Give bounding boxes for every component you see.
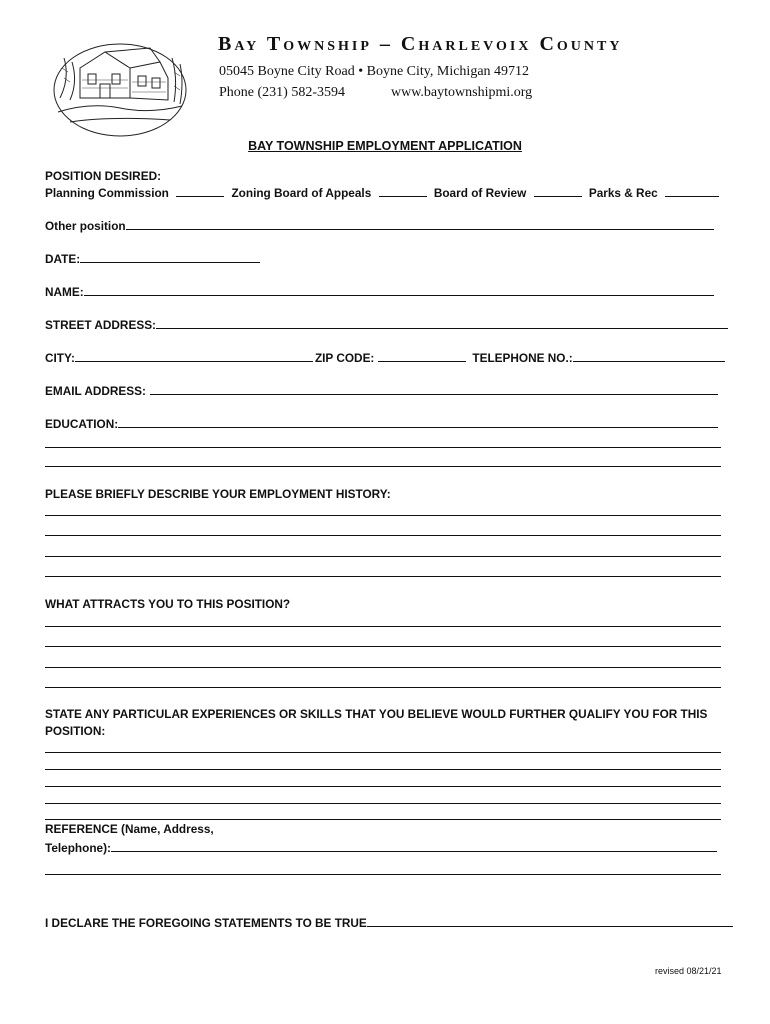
other-position-row bbox=[45, 219, 714, 233]
skills-line[interactable] bbox=[45, 786, 721, 787]
education-label: EDUCATION: bbox=[45, 417, 119, 431]
position-options-row bbox=[45, 186, 719, 200]
street-address-field[interactable] bbox=[156, 318, 728, 329]
email-field[interactable] bbox=[150, 384, 718, 395]
skills-line[interactable] bbox=[45, 752, 721, 753]
employment-line[interactable] bbox=[45, 556, 721, 557]
telephone-field[interactable] bbox=[573, 351, 725, 362]
parks-rec-blank[interactable] bbox=[665, 186, 719, 197]
attracts-line[interactable] bbox=[45, 667, 721, 668]
declaration-label: I DECLARE THE FOREGOING STATEMENTS TO BE TRUE bbox=[45, 916, 367, 930]
revised-date: revised 08/21/21 bbox=[655, 966, 722, 976]
parks-rec-label: Parks & Rec bbox=[588, 186, 658, 200]
form-title: BAY TOWNSHIP EMPLOYMENT APPLICATION bbox=[248, 139, 522, 153]
name-field[interactable] bbox=[84, 285, 714, 296]
date-field[interactable] bbox=[80, 252, 260, 263]
board-of-review-label: Board of Review bbox=[433, 186, 527, 200]
other-position-label: Other position bbox=[45, 219, 126, 233]
header-title: Bay Township – Charlevoix County bbox=[218, 33, 623, 55]
employment-line[interactable] bbox=[45, 535, 721, 536]
header-phone: Phone (231) 582-3594 bbox=[219, 85, 345, 100]
education-line[interactable] bbox=[45, 466, 721, 467]
name-label: NAME: bbox=[45, 285, 84, 299]
reference-line[interactable] bbox=[45, 874, 721, 875]
attracts-line[interactable] bbox=[45, 646, 721, 647]
zoning-board-blank[interactable] bbox=[379, 186, 427, 197]
attracts-question: WHAT ATTRACTS YOU TO THIS POSITION? bbox=[45, 597, 291, 611]
attracts-line[interactable] bbox=[45, 626, 721, 627]
telephone-label: TELEPHONE NO.: bbox=[472, 351, 573, 365]
position-desired-label: POSITION DESIRED: bbox=[45, 169, 162, 183]
header-website[interactable]: www.baytownshipmi.org bbox=[391, 85, 533, 100]
employment-history-question: PLEASE BRIEFLY DESCRIBE YOUR EMPLOYMENT HISTORY: bbox=[45, 487, 391, 501]
zoning-board-label: Zoning Board of Appeals bbox=[231, 186, 372, 200]
education-line[interactable] bbox=[45, 447, 721, 448]
skills-line[interactable] bbox=[45, 819, 721, 820]
zip-code-field[interactable] bbox=[378, 351, 466, 362]
header-address: 05045 Boyne City Road • Boyne City, Michigan 49712 bbox=[219, 64, 530, 79]
city-field[interactable] bbox=[75, 351, 313, 362]
board-of-review-blank[interactable] bbox=[534, 186, 582, 197]
zip-code-label: ZIP CODE: bbox=[314, 351, 375, 365]
header-contact bbox=[219, 85, 532, 101]
email-row bbox=[45, 384, 718, 398]
skills-line[interactable] bbox=[45, 803, 721, 804]
street-address-label: STREET ADDRESS: bbox=[45, 318, 156, 332]
employment-line[interactable] bbox=[45, 576, 721, 577]
skills-question-line1: STATE ANY PARTICULAR EXPERIENCES OR SKILLS THAT YOU BELIEVE WOULD FURTHER QUALIFY YOU FOR THIS bbox=[45, 707, 708, 721]
education-field[interactable] bbox=[118, 417, 718, 428]
township-hall-logo bbox=[50, 38, 190, 138]
skills-line[interactable] bbox=[45, 769, 721, 770]
education-row bbox=[45, 417, 718, 431]
name-row bbox=[45, 285, 714, 299]
skills-question-line2: POSITION: bbox=[45, 724, 106, 738]
reference-label-line1: REFERENCE (Name, Address, bbox=[45, 822, 214, 836]
reference-label-line2: Telephone): bbox=[45, 841, 111, 855]
declaration-signature-field[interactable] bbox=[367, 916, 733, 927]
reference-row bbox=[45, 841, 717, 855]
date-label: DATE: bbox=[45, 252, 81, 266]
reference-field[interactable] bbox=[111, 841, 717, 852]
planning-commission-label: Planning Commission bbox=[45, 186, 169, 200]
date-row bbox=[45, 252, 260, 266]
planning-commission-blank[interactable] bbox=[176, 186, 224, 197]
city-label: CITY: bbox=[45, 351, 75, 365]
email-label: EMAIL ADDRESS: bbox=[45, 384, 146, 398]
employment-line[interactable] bbox=[45, 515, 721, 516]
other-position-field[interactable] bbox=[126, 219, 714, 230]
attracts-line[interactable] bbox=[45, 687, 721, 688]
declaration-row bbox=[45, 916, 733, 930]
city-row bbox=[45, 351, 725, 365]
street-address-row bbox=[45, 318, 728, 332]
